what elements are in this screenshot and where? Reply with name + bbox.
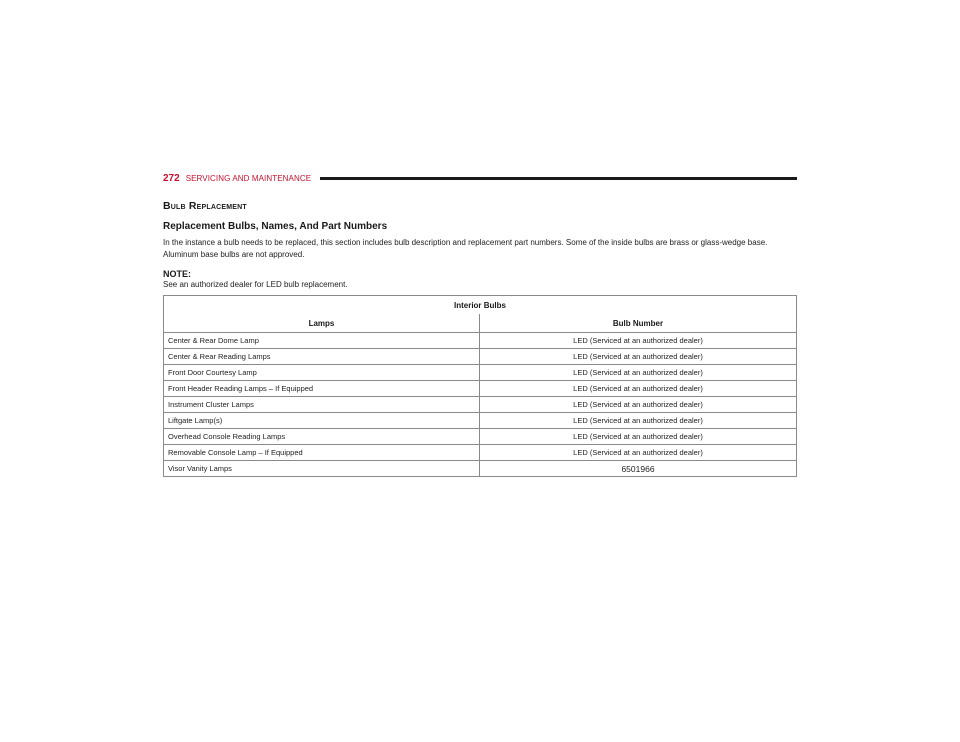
lamp-name: Overhead Console Reading Lamps (164, 429, 480, 445)
bulb-number: LED (Serviced at an authorized dealer) (480, 365, 797, 381)
column-header-bulb-number: Bulb Number (480, 314, 797, 333)
lamp-name: Center & Rear Reading Lamps (164, 349, 480, 365)
bulb-number: LED (Serviced at an authorized dealer) (480, 333, 797, 349)
column-header-lamps: Lamps (164, 314, 480, 333)
lamp-name: Front Header Reading Lamps – If Equipped (164, 381, 480, 397)
note-text: See an authorized dealer for LED bulb replacement. (163, 280, 348, 289)
subsection-title: Replacement Bulbs, Names, And Part Numbers (163, 221, 388, 232)
bulb-number: 6501966 (480, 461, 797, 477)
lamp-name: Front Door Courtesy Lamp (164, 365, 480, 381)
page-number: 272 (163, 172, 180, 184)
table-caption-row (164, 296, 797, 315)
table-row (164, 445, 797, 461)
bulb-number: LED (Serviced at an authorized dealer) (480, 413, 797, 429)
manual-page (163, 170, 797, 477)
running-header (163, 170, 797, 186)
table-row (164, 381, 797, 397)
section-title: Bulb Replacement (163, 200, 247, 212)
bulb-number: LED (Serviced at an authorized dealer) (480, 429, 797, 445)
table-caption: Interior Bulbs (164, 296, 797, 315)
bulb-number: LED (Serviced at an authorized dealer) (480, 381, 797, 397)
header-rule (320, 177, 797, 180)
bulb-number: LED (Serviced at an authorized dealer) (480, 445, 797, 461)
lamp-name: Removable Console Lamp – If Equipped (164, 445, 480, 461)
bulb-number: LED (Serviced at an authorized dealer) (480, 349, 797, 365)
bulb-number: LED (Serviced at an authorized dealer) (480, 397, 797, 413)
note-label: NOTE: (163, 269, 191, 279)
section-name: SERVICING AND MAINTENANCE (185, 173, 312, 183)
table-row (164, 333, 797, 349)
lamp-name: Liftgate Lamp(s) (164, 413, 480, 429)
interior-bulbs-table (163, 295, 797, 477)
lamp-name: Visor Vanity Lamps (164, 461, 480, 477)
lamp-name: Instrument Cluster Lamps (164, 397, 480, 413)
table-header-row (164, 314, 797, 333)
intro-paragraph: In the instance a bulb needs to be replaced, this section includes bulb description and replacement part numbers. Some of the inside bulbs are brass or glass-wedge base. Aluminum base bulbs are not approved. (163, 238, 768, 259)
table-row (164, 461, 797, 477)
table-row (164, 397, 797, 413)
table-row (164, 429, 797, 445)
table-row (164, 349, 797, 365)
lamp-name: Center & Rear Dome Lamp (164, 333, 480, 349)
table-row (164, 365, 797, 381)
table-row (164, 413, 797, 429)
